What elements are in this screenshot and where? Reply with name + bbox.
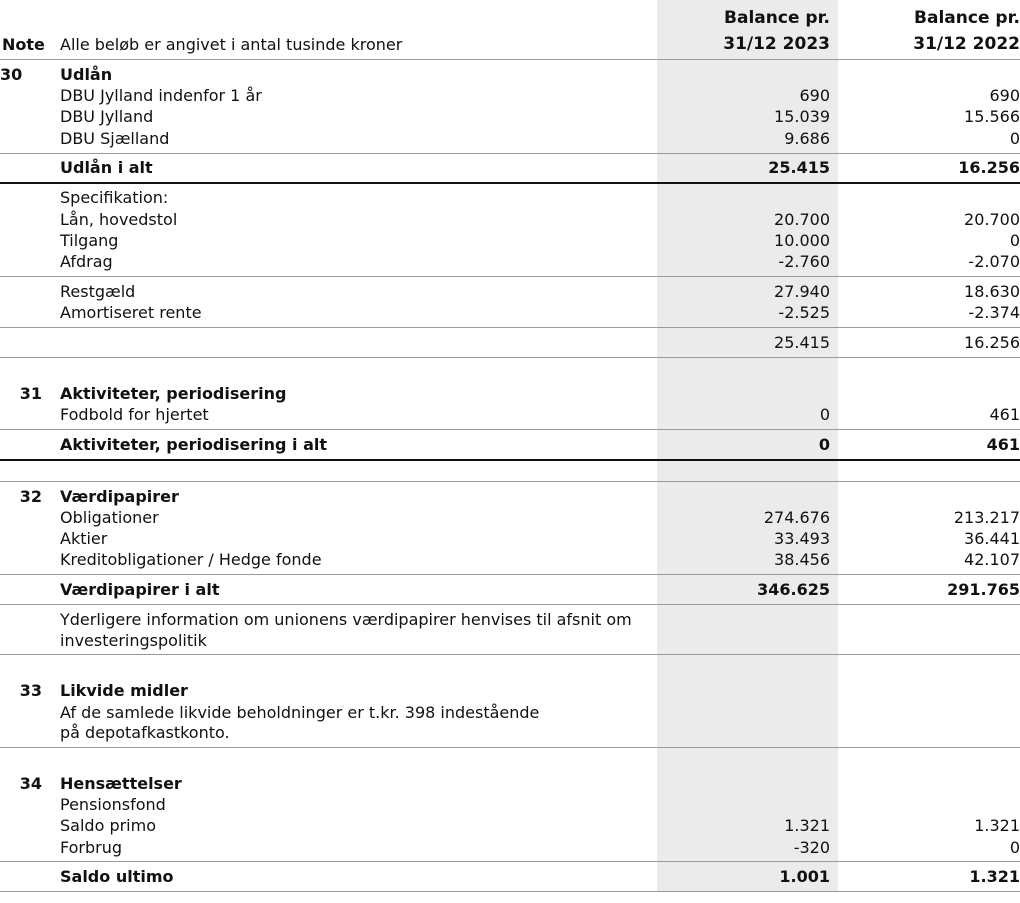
table-row bbox=[0, 251, 1020, 273]
row-label: DBU Jylland bbox=[60, 107, 154, 126]
row-divider bbox=[0, 357, 1020, 358]
table-row bbox=[0, 773, 1020, 795]
table-row bbox=[0, 549, 1020, 571]
note-text-row bbox=[0, 702, 1020, 724]
value-2023: 1.321 bbox=[784, 816, 830, 835]
table-row bbox=[0, 383, 1020, 405]
value-2023: 25.415 bbox=[774, 333, 830, 352]
row-label: Af de samlede likvide beholdninger er t.kr. 398 indestående bbox=[60, 703, 540, 722]
note-number: 32 bbox=[19, 487, 42, 506]
table-row bbox=[0, 332, 1020, 354]
row-label: Specifikation: bbox=[60, 188, 169, 207]
table-row bbox=[0, 837, 1020, 859]
note-number: 31 bbox=[19, 384, 42, 403]
row-label: DBU Sjælland bbox=[60, 129, 170, 148]
col-2022-header-line2: 31/12 2022 bbox=[913, 34, 1020, 54]
value-2022: 690 bbox=[989, 86, 1020, 105]
total-row bbox=[0, 157, 1020, 179]
value-2022: 20.700 bbox=[964, 210, 1020, 229]
row-label: Aktier bbox=[60, 529, 108, 548]
note-text-row bbox=[0, 722, 1020, 744]
value-2023: 20.700 bbox=[774, 210, 830, 229]
row-label: på depotafkastkonto. bbox=[60, 723, 230, 742]
row-label: Værdipapirer bbox=[60, 487, 179, 506]
value-2022: 18.630 bbox=[964, 282, 1020, 301]
col-2022-header-line1: Balance pr. bbox=[914, 8, 1020, 28]
table-row bbox=[0, 230, 1020, 252]
value-2023: 15.039 bbox=[774, 107, 830, 126]
row-label: Udlån bbox=[60, 65, 113, 84]
table-row bbox=[0, 680, 1020, 702]
value-2022: 461 bbox=[986, 435, 1020, 454]
row-divider bbox=[0, 327, 1020, 328]
value-2022: 461 bbox=[989, 405, 1020, 424]
table-row bbox=[0, 64, 1020, 86]
value-2023: -2.760 bbox=[778, 252, 830, 271]
value-2022: -2.374 bbox=[968, 303, 1020, 322]
value-2022: 0 bbox=[1009, 129, 1020, 148]
row-label: Restgæld bbox=[60, 282, 136, 301]
col-2023-header-line2: 31/12 2023 bbox=[723, 34, 830, 54]
row-label: investeringspolitik bbox=[60, 631, 207, 650]
row-divider bbox=[0, 891, 1020, 892]
value-2023: 10.000 bbox=[774, 231, 830, 250]
value-2022: 1.321 bbox=[974, 816, 1020, 835]
table-row bbox=[0, 528, 1020, 550]
total-row bbox=[0, 866, 1020, 888]
total-divider bbox=[0, 459, 1020, 461]
row-label: Likvide midler bbox=[60, 681, 188, 700]
value-2022: -2.070 bbox=[968, 252, 1020, 271]
row-label: Aktiviteter, periodisering bbox=[60, 384, 287, 403]
value-2022: 36.441 bbox=[964, 529, 1020, 548]
value-2023: 9.686 bbox=[784, 129, 830, 148]
value-2022: 213.217 bbox=[953, 508, 1020, 527]
row-label: Afdrag bbox=[60, 252, 113, 271]
note-text-row bbox=[0, 609, 1020, 631]
table-row bbox=[0, 815, 1020, 837]
table-row bbox=[0, 486, 1020, 508]
note-number: 33 bbox=[19, 681, 42, 700]
table-row bbox=[0, 85, 1020, 107]
table-row bbox=[0, 281, 1020, 303]
value-2022: 0 bbox=[1009, 838, 1020, 857]
row-label: DBU Jylland indenfor 1 år bbox=[60, 86, 262, 105]
header-divider bbox=[0, 59, 1020, 60]
value-2023: 27.940 bbox=[774, 282, 830, 301]
row-label: Obligationer bbox=[60, 508, 159, 527]
value-2023: 274.676 bbox=[763, 508, 830, 527]
value-2022: 15.566 bbox=[964, 107, 1020, 126]
table-row bbox=[0, 507, 1020, 529]
row-divider bbox=[0, 481, 1020, 482]
row-divider bbox=[0, 604, 1020, 605]
row-label: Saldo ultimo bbox=[60, 867, 174, 886]
total-row bbox=[0, 579, 1020, 601]
table-row bbox=[0, 209, 1020, 231]
total-divider bbox=[0, 182, 1020, 184]
amounts-description: Alle beløb er angivet i antal tusinde kroner bbox=[60, 35, 403, 54]
value-2022: 16.256 bbox=[964, 333, 1020, 352]
row-label: Yderligere information om unionens værdipapirer henvises til afsnit om bbox=[60, 610, 632, 629]
table-row bbox=[0, 302, 1020, 324]
row-label: Amortiseret rente bbox=[60, 303, 202, 322]
value-2023: -320 bbox=[793, 838, 830, 857]
row-divider bbox=[0, 574, 1020, 575]
value-2023: 690 bbox=[799, 86, 830, 105]
row-label: Hensættelser bbox=[60, 774, 182, 793]
table-row bbox=[0, 106, 1020, 128]
value-2022: 16.256 bbox=[958, 158, 1020, 177]
row-divider bbox=[0, 654, 1020, 655]
value-2023: 1.001 bbox=[779, 867, 830, 886]
value-2023: 0 bbox=[818, 435, 830, 454]
note-number: 30 bbox=[0, 65, 23, 84]
row-label: Forbrug bbox=[60, 838, 123, 857]
row-label: Værdipapirer i alt bbox=[60, 580, 220, 599]
row-divider bbox=[0, 747, 1020, 748]
value-2023: -2.525 bbox=[778, 303, 830, 322]
value-2022: 291.765 bbox=[947, 580, 1020, 599]
value-2023: 38.456 bbox=[774, 550, 830, 569]
value-2023: 346.625 bbox=[757, 580, 830, 599]
row-divider bbox=[0, 153, 1020, 154]
row-divider bbox=[0, 861, 1020, 862]
row-label: Tilgang bbox=[60, 231, 119, 250]
row-label: Aktiviteter, periodisering i alt bbox=[60, 435, 328, 454]
row-label: Kreditobligationer / Hedge fonde bbox=[60, 550, 322, 569]
value-2023: 0 bbox=[819, 405, 830, 424]
table-row bbox=[0, 187, 1020, 209]
col-2023-header-line1: Balance pr. bbox=[724, 8, 830, 28]
note-text-row bbox=[0, 630, 1020, 652]
table-row bbox=[0, 794, 1020, 816]
row-divider bbox=[0, 276, 1020, 277]
note-column-header: Note bbox=[2, 35, 45, 54]
value-2022: 1.321 bbox=[969, 867, 1020, 886]
value-2022: 0 bbox=[1009, 231, 1020, 250]
value-2023: 25.415 bbox=[768, 158, 830, 177]
table-row bbox=[0, 128, 1020, 150]
row-label: Fodbold for hjertet bbox=[60, 405, 209, 424]
note-number: 34 bbox=[19, 774, 42, 793]
table-row bbox=[0, 404, 1020, 426]
value-2023: 33.493 bbox=[774, 529, 830, 548]
row-label: Saldo primo bbox=[60, 816, 156, 835]
row-label: Lån, hovedstol bbox=[60, 210, 178, 229]
value-2022: 42.107 bbox=[964, 550, 1020, 569]
row-divider bbox=[0, 429, 1020, 430]
row-label: Udlån i alt bbox=[60, 158, 153, 177]
row-label: Pensionsfond bbox=[60, 795, 166, 814]
total-row bbox=[0, 434, 1020, 456]
